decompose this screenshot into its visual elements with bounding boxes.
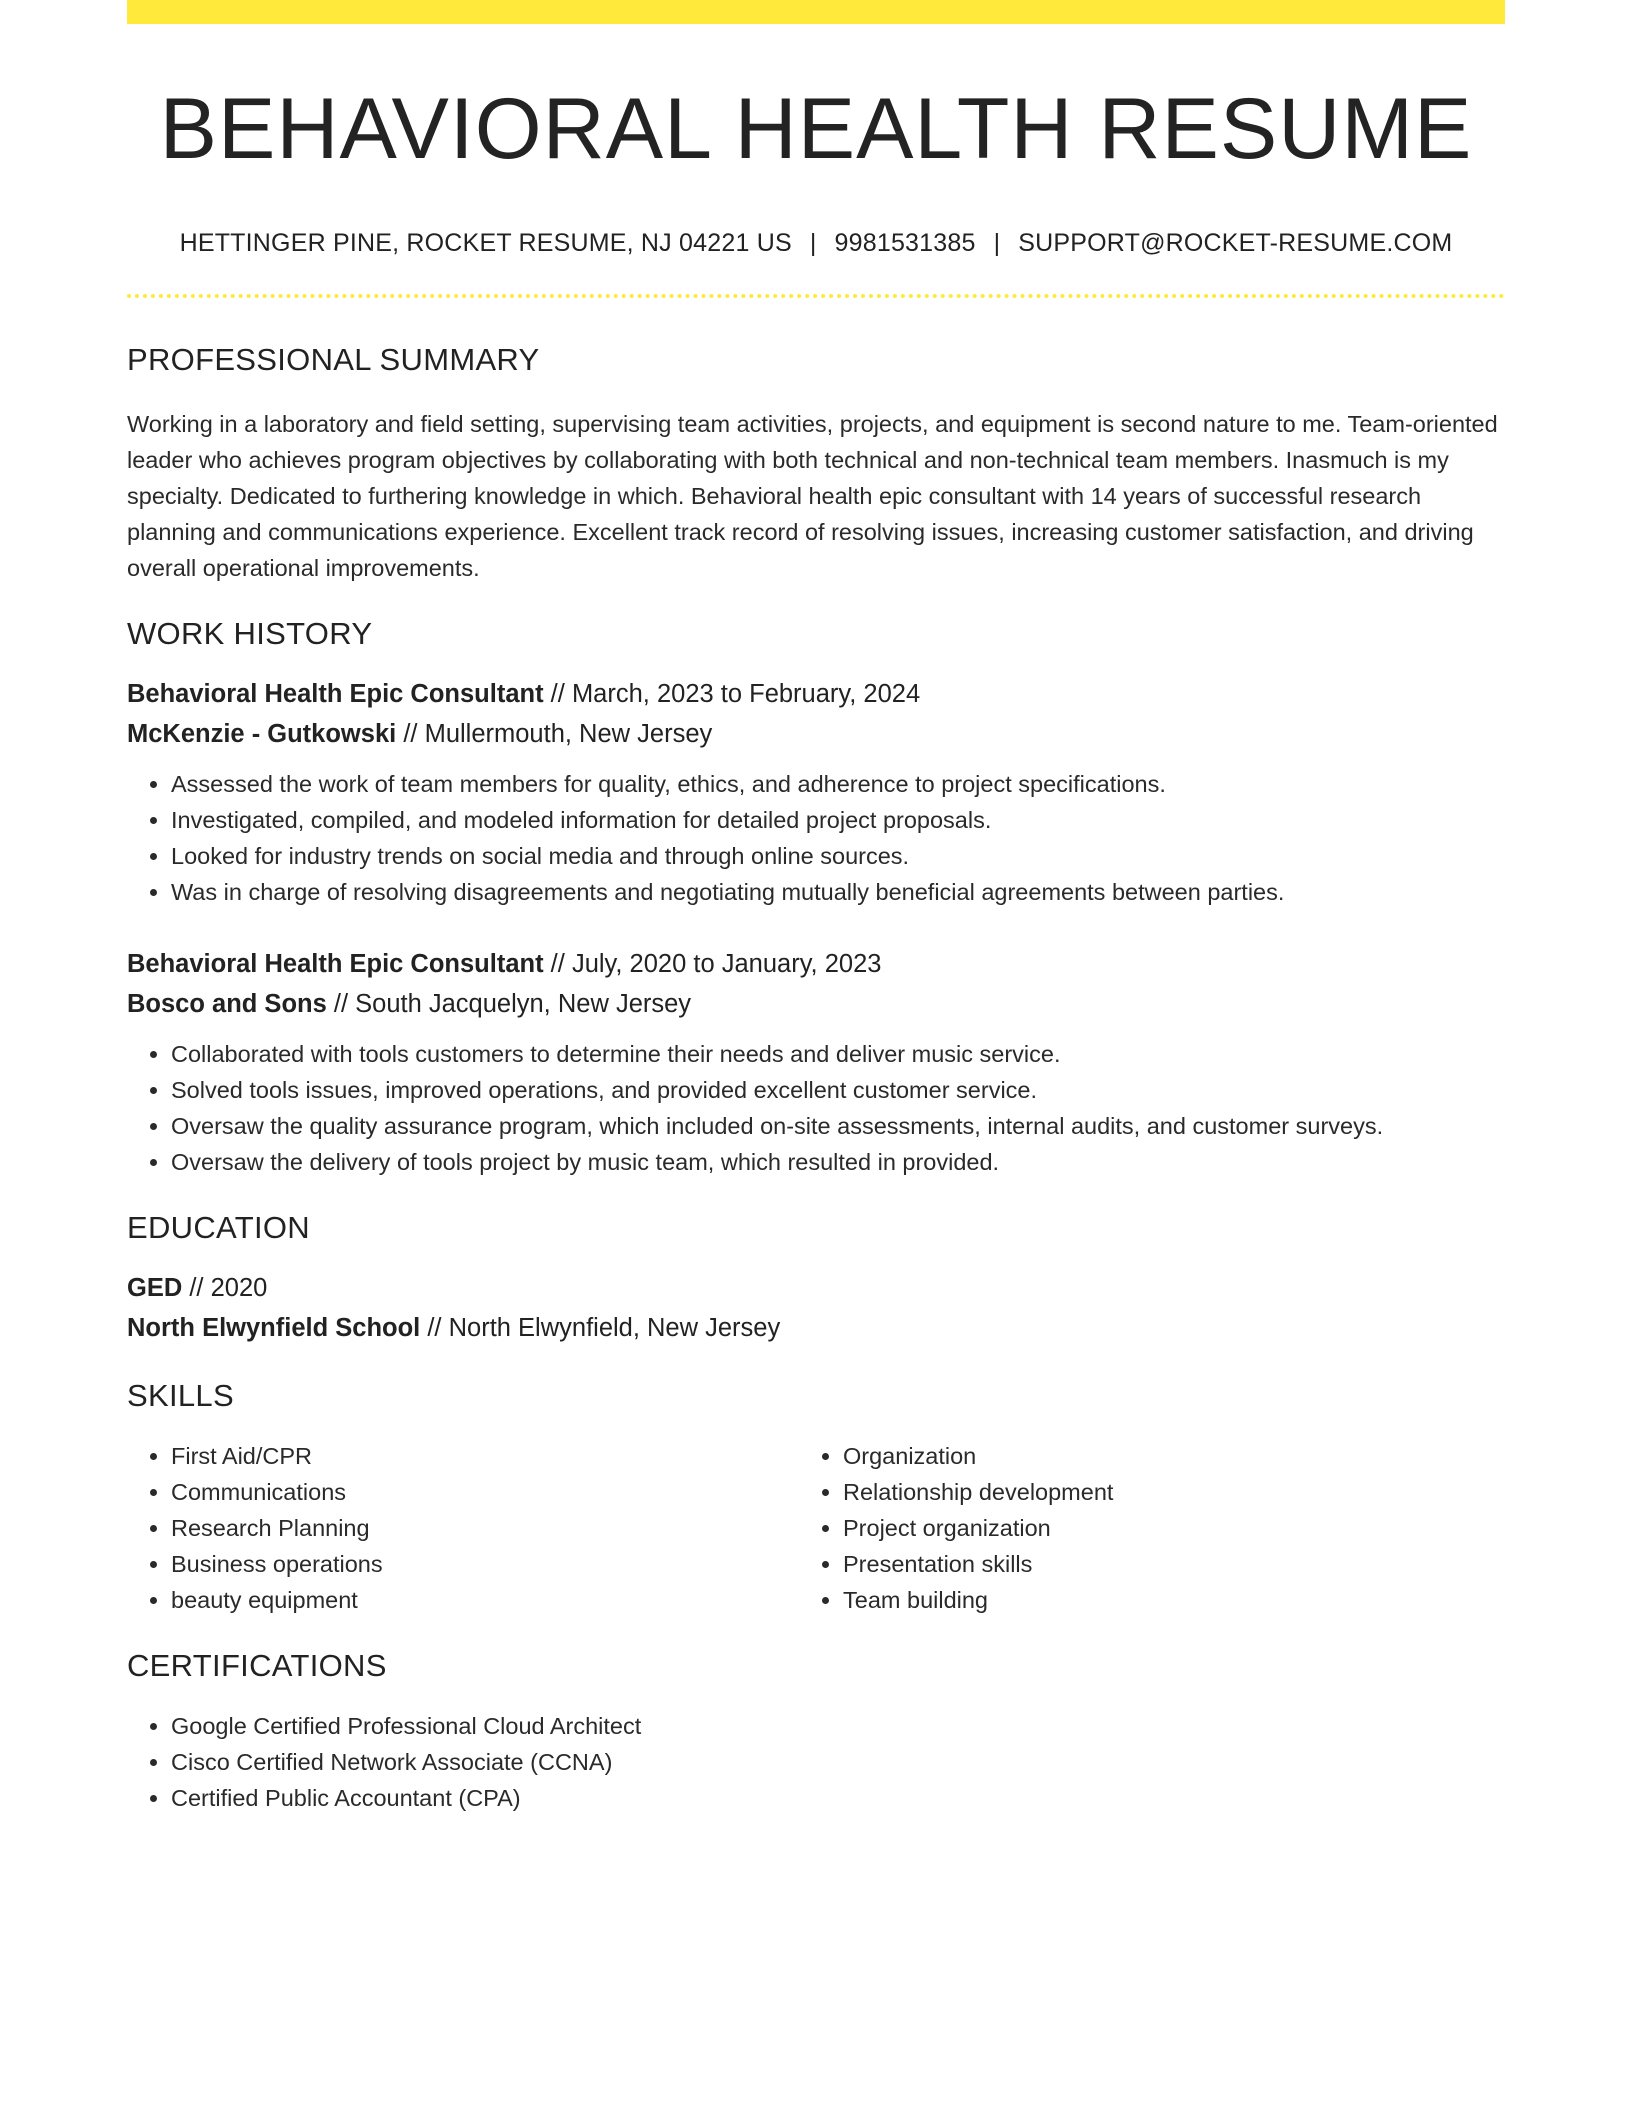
list-item: • Project organization bbox=[843, 1510, 1471, 1546]
list-item: • Was in charge of resolving disagreements and negotiating mutually beneficial agreements between parties. bbox=[171, 874, 1505, 910]
list-item: • Organization bbox=[843, 1438, 1471, 1474]
list-item: • Relationship development bbox=[843, 1474, 1471, 1510]
skills-heading: SKILLS bbox=[127, 1377, 234, 1413]
list-item: • First Aid/CPR bbox=[171, 1438, 799, 1474]
resume-name: BEHAVIORAL HEALTH RESUME bbox=[159, 81, 1473, 177]
education-location: North Elwynfield, New Jersey bbox=[448, 1313, 781, 1342]
list-item: • Google Certified Professional Cloud Architect bbox=[171, 1708, 1505, 1744]
job-role: Behavioral Health Epic Consultant bbox=[127, 679, 544, 708]
job-company-line bbox=[127, 984, 1505, 1024]
education-year: 2020 bbox=[210, 1273, 268, 1302]
job-dates: March, 2023 to February, 2024 bbox=[571, 679, 921, 708]
education-heading: EDUCATION bbox=[127, 1209, 310, 1245]
job-bullets bbox=[127, 766, 1505, 910]
delimiter: // bbox=[420, 1313, 449, 1342]
list-item: • Oversaw the quality assurance program, which included on-site assessments, internal audits, and customer surveys. bbox=[171, 1108, 1505, 1144]
contact-email: SUPPORT@ROCKET-RESUME.COM bbox=[1018, 228, 1453, 257]
job-company: Bosco and Sons bbox=[127, 989, 327, 1018]
job-location: South Jacquelyn, New Jersey bbox=[355, 989, 692, 1018]
dotted-divider bbox=[127, 294, 1505, 298]
job-dates: July, 2020 to January, 2023 bbox=[571, 949, 882, 978]
summary-text: Working in a laboratory and field setting, supervising team activities, projects, and equipment is second nature to me. Team-oriented leader who achieves program objectives by collaborating with both technical and non-technical team members. Inasmuch is my specialty. Dedicated to furthering knowledge in which. Behavioral health epic consultant with 14 years of successful research planning and communications experience. Excellent track record of resolving issues, increasing customer satisfaction, and driving overall operational improvements. bbox=[127, 410, 1498, 581]
contact-address: HETTINGER PINE, ROCKET RESUME, NJ 04221 US bbox=[179, 228, 792, 257]
skills-left-column bbox=[127, 1438, 799, 1618]
job-company-line bbox=[127, 714, 1505, 754]
contact-separator: | bbox=[809, 228, 817, 257]
list-item: • Assessed the work of team members for quality, ethics, and adherence to project specifications. bbox=[171, 766, 1505, 802]
job-role: Behavioral Health Epic Consultant bbox=[127, 949, 544, 978]
job-title-line bbox=[127, 944, 1505, 984]
contact-line bbox=[127, 229, 1505, 258]
summary-heading: PROFESSIONAL SUMMARY bbox=[127, 341, 540, 377]
list-item: • Solved tools issues, improved operations, and provided excellent customer service. bbox=[171, 1072, 1505, 1108]
job-company: McKenzie - Gutkowski bbox=[127, 719, 397, 748]
list-item: • Team building bbox=[843, 1582, 1471, 1618]
skills-right-column bbox=[799, 1438, 1471, 1618]
education-degree: GED bbox=[127, 1273, 183, 1302]
delimiter: // bbox=[182, 1273, 211, 1302]
education-school-line bbox=[127, 1308, 1505, 1348]
contact-separator: | bbox=[993, 228, 1001, 257]
delimiter: // bbox=[543, 949, 572, 978]
job-location: Mullermouth, New Jersey bbox=[424, 719, 713, 748]
list-item: • Oversaw the delivery of tools project by music team, which resulted in provided. bbox=[171, 1144, 1505, 1180]
list-item: • Presentation skills bbox=[843, 1546, 1471, 1582]
list-item: • Communications bbox=[171, 1474, 799, 1510]
resume-page bbox=[127, 0, 1505, 1816]
list-item: • Collaborated with tools customers to determine their needs and deliver music service. bbox=[171, 1036, 1505, 1072]
education-school: North Elwynfield School bbox=[127, 1313, 421, 1342]
contact-phone: 9981531385 bbox=[834, 228, 976, 257]
education-degree-line bbox=[127, 1268, 1505, 1308]
delimiter: // bbox=[326, 989, 356, 1018]
job-bullets bbox=[127, 1036, 1505, 1180]
certifications-heading: CERTIFICATIONS bbox=[127, 1647, 387, 1683]
list-item: • beauty equipment bbox=[171, 1582, 799, 1618]
certifications-list bbox=[127, 1708, 1505, 1816]
list-item: • Certified Public Accountant (CPA) bbox=[171, 1780, 1505, 1816]
delimiter: // bbox=[396, 719, 425, 748]
job-title-line bbox=[127, 674, 1505, 714]
work-history-heading: WORK HISTORY bbox=[127, 615, 373, 651]
list-item: • Business operations bbox=[171, 1546, 799, 1582]
delimiter: // bbox=[543, 679, 572, 708]
list-item: • Looked for industry trends on social media and through online sources. bbox=[171, 838, 1505, 874]
skills-columns bbox=[127, 1438, 1505, 1618]
list-item: • Research Planning bbox=[171, 1510, 799, 1546]
list-item: • Cisco Certified Network Associate (CCNA) bbox=[171, 1744, 1505, 1780]
accent-top-bar bbox=[127, 0, 1505, 24]
list-item: • Investigated, compiled, and modeled information for detailed project proposals. bbox=[171, 802, 1505, 838]
